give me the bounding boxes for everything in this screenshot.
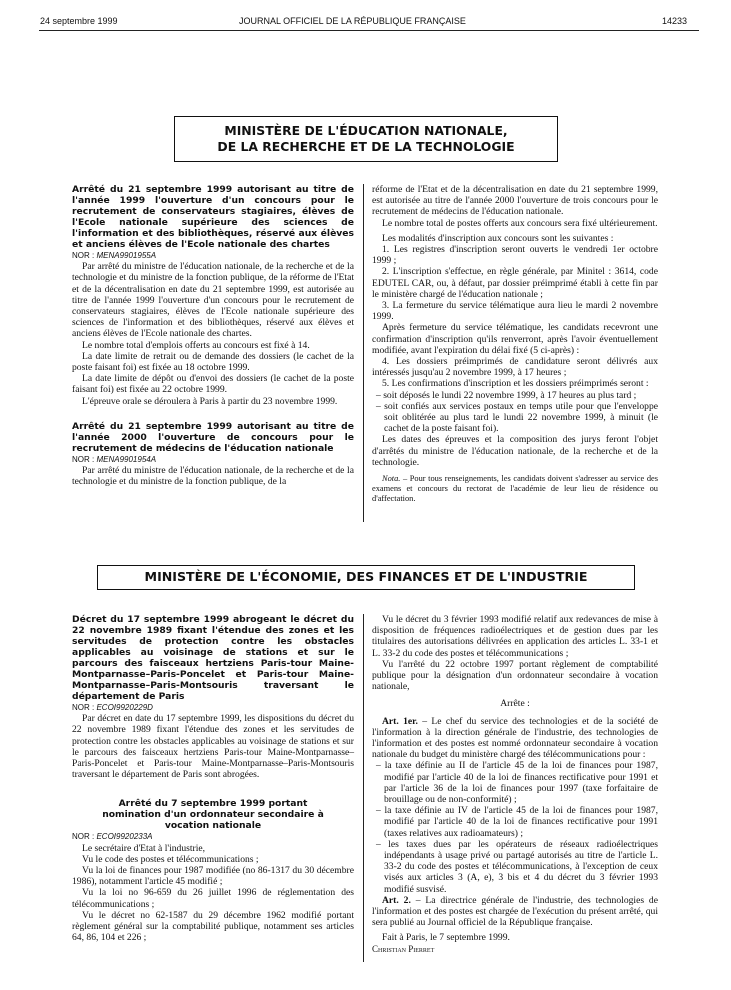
paragraph: L'épreuve orale se déroulera à Paris à partir du 23 novembre 1999. — [82, 395, 338, 407]
signature: Christian Pierret — [372, 943, 435, 954]
nota-text: – Pour tous renseignements, les candidats doivent s'adresser au service des examens et concours du rectorat de l'académie de leur lieu de résidence ou d'affectation. — [372, 474, 658, 504]
article-1-text: – Le chef du service des technologies et de la société de l'information à la direction générale de l'industrie, des technologies de l'information et des postes est nommé ordonnateur secondaire à vocation nationale du budget du ministère chargé des télécommunications pour : — [372, 715, 658, 761]
ministry-education-heading — [174, 116, 558, 162]
arrete-conservateurs-nor — [72, 250, 354, 261]
paragraph: Vu la loi no 96-659 du 26 juillet 1996 de réglementation des télécommunications ; — [72, 887, 354, 910]
article-2 — [372, 895, 658, 929]
paragraph: Les dates des épreuves et la composition des jurys feront l'objet d'arrêtés du ministre de l'éducation nationale, de la recherche et de la technologie. — [372, 434, 658, 468]
list-item: – la taxe définie au IV de l'article 45 de la loi de finances pour 1987, modifié par l'article 40 de la loi de finances rectificative pour 1991 (taxes relatives aux radioamateurs) ; — [376, 805, 658, 839]
paragraph: 2. L'inscription s'effectue, en règle générale, par Minitel : 3614, code EDUTEL CAR, ou, à défaut, par dossier préimprimé établi à cette fin par le ministère chargé de l'éducation nationale ; — [372, 266, 658, 300]
column-divider — [363, 184, 364, 522]
header-journal-title: JOURNAL OFFICIEL DE LA RÉPUBLIQUE FRANÇAISE — [239, 16, 466, 26]
paragraph: 3. La fermeture du service télématique aura lieu le mardi 2 novembre 1999. — [372, 300, 658, 323]
paragraph: Le nombre total de postes offerts aux concours sera fixé ultérieurement. — [382, 217, 658, 229]
list-item: – les taxes dues par les opérateurs de réseaux radioélectriques indépendants à usage privé ou partagé autorisés au titre de l'article L. 33-2 du code des postes et télécommunications, à l'exception de ceux visés aux articles 3 (A, e), 3 bis et 4 du décret du 3 février 1993 modifié susvisé. — [376, 838, 658, 895]
paragraph: 5. Les confirmations d'inscription et les dossiers préimprimés seront : — [382, 378, 649, 390]
section1-left-column — [72, 184, 354, 487]
nor-label: NOR : — [72, 832, 95, 842]
article-1-label: Art. 1er. — [382, 715, 418, 727]
section1-right-column — [372, 184, 658, 504]
arrete-conservateurs-title: Arrêté du 21 septembre 1999 autorisant au titre de l'année 1999 l'ouverture d'un concours pour le recrutement de conservateurs stagiaires, élèves de l'Ecole nationale supérieure des sciences de l'information et des bibliothèques, réservé aux élèves et anciens élèves de l'Ecole nationale des chartes — [72, 184, 354, 250]
paragraph: Les modalités d'inscription aux concours sont les suivantes : — [382, 232, 614, 244]
section2-left-column — [72, 614, 354, 943]
nor-label: NOR : — [72, 454, 95, 464]
nor-label: NOR : — [72, 251, 95, 260]
paragraph: Par arrêté du ministre de l'éducation nationale, de la recherche et de la technologie et du ministre de la fonction publique, de la — [72, 465, 354, 488]
arrete-medecins-nor — [72, 454, 354, 465]
ministry-economie-heading — [97, 565, 635, 590]
nor-code: MENA9901955A — [96, 251, 157, 260]
paragraph: réforme de l'Etat et de la décentralisation en date du 21 septembre 1999, est autorisée au titre de l'année 2000 l'ouverture de trois concours pour le recrutement de médecins de l'éducation nationale. — [372, 184, 658, 218]
paragraph: Après fermeture du service télématique, les candidats recevront une confirmation d'inscription qu'ils renverront, après l'avoir éventuellement modifiée, avant l'expiration du délai fixé (5 ci-après) : — [372, 322, 658, 356]
paragraph: Par décret en date du 17 septembre 1999, les dispositions du décret du 22 novembre 1989 fixant l'étendue des zones et les servitudes de protection contre les obstacles applicables au voisinage de stations et sur le parcours des faisceaux hertziens Paris-tour Maine-Montparnasse–Paris-Poncelet et Paris-tour Maine-Montparnasse–Paris-Montsouris traversant le département de Paris sont abrogées. — [72, 713, 354, 781]
article-2-label: Art. 2. — [382, 894, 411, 906]
paragraph: Le nombre total d'emplois offerts au concours est fixé à 14. — [82, 339, 310, 351]
paragraph: La date limite de dépôt ou d'envoi des dossiers (le cachet de la poste faisant foi) est fixée au 22 octobre 1999. — [72, 373, 354, 396]
arrete-ordonnateur-title: Arrêté du 7 septembre 1999 portant nomination d'un ordonnateur secondaire à vocation nationale — [102, 798, 324, 832]
arrete-word: Arrête : — [500, 698, 530, 710]
ministry-education-line2: DE LA RECHERCHE ET DE LA TECHNOLOGIE — [217, 139, 515, 154]
list-item: – soit confiés aux services postaux en temps utile pour que l'enveloppe soit oblitérée au plus tard le lundi 22 novembre 1999, à minuit (le cachet de la poste faisant foi). — [376, 400, 658, 435]
article-2-text: – La directrice générale de l'industrie, des technologies de l'information et des postes est chargée de l'exécution du présent arrêté, qui sera publié au Journal officiel de la République française. — [372, 894, 658, 929]
paragraph: Par arrêté du ministre de l'éducation nationale, de la recherche et de la technologie et du ministre de la fonction publique, de la réforme de l'Etat et de la décentralisation en date du 21 septembre 1999, est autorisée au titre de l'année 1999 l'ouverture d'un concours pour le recrutement de conservateurs stagiaires, élèves de l'Ecole nationale supérieure des sciences de l'information et des bibliothèques, réservé aux élèves et anciens élèves de l'Ecole nationale des chartes. — [72, 261, 354, 340]
column-divider — [363, 614, 364, 962]
paragraph: Vu la loi de finances pour 1987 modifiée (no 86-1317 du 30 décembre 1986), notamment l'article 45 modifié ; — [72, 865, 354, 888]
list-item: – la taxe définie au II de l'article 45 de la loi de finances pour 1987, modifié par l'article 40 de la loi de finances rectificative pour 1991 et par l'article 36 de la loi de finances pour 1997 (taxe forfaitaire de brouillage ou de non-conformité) ; — [376, 760, 658, 806]
paragraph: 1. Les registres d'inscription seront ouverts le vendredi 1er octobre 1999 ; — [372, 244, 658, 267]
nor-label: NOR : — [72, 703, 95, 712]
paragraph: Vu le décret du 3 février 1993 modifié relatif aux redevances de mise à disposition de fréquences radioélectriques et de gestion dues par les titulaires des autorisations délivrées en application des articles L. 33-1 et L. 33-2 du code des postes et télécommunications ; — [372, 614, 658, 659]
section2-right-column — [372, 614, 658, 955]
header-rule — [39, 30, 699, 31]
ministry-economie-title: MINISTÈRE DE L'ÉCONOMIE, DES FINANCES ET DE L'INDUSTRIE — [144, 569, 588, 584]
paragraph: 4. Les dossiers préimprimés de candidature seront délivrés aux intéressés jusqu'au 2 novembre 1999, à 17 heures ; — [372, 356, 658, 379]
article-1 — [372, 716, 658, 761]
header-page-number: 14233 — [662, 16, 688, 26]
header-date: 24 septembre 1999 — [40, 16, 118, 26]
arrete-medecins-title: Arrêté du 21 septembre 1999 autorisant au titre de l'année 2000 l'ouverture de concours pour le recrutement de médecins de l'éducation nationale — [72, 420, 354, 454]
arrete-ordonnateur-nor — [72, 831, 354, 842]
fait-line: Fait à Paris, le 7 septembre 1999. — [382, 932, 510, 944]
nor-code: ECOI9920233A — [96, 832, 153, 842]
nor-code: MENA9901954A — [96, 454, 157, 464]
paragraph: La date limite de retrait ou de demande des dossiers (le cachet de la poste faisant foi) est fixée au 18 octobre 1999. — [72, 350, 354, 374]
paragraph: Vu le décret no 62-1587 du 29 décembre 1962 modifié portant règlement général sur la comptabilité publique, notamment ses articles 64, 86, 104 et 226 ; — [72, 909, 354, 944]
decret-faisceaux-title: Décret du 17 septembre 1999 abrogeant le décret du 22 novembre 1989 fixant l'étendue des zones et les servitudes de protection contre les obstacles applicables au voisinage de stations et sur le parcours des faisceaux hertziens Paris-tour Maine-Montparnasse–Paris-Poncelet et Paris-tour Maine-Montparnasse–Paris-Montsouris traversant le département de Paris — [72, 614, 354, 702]
nota-paragraph — [372, 474, 658, 504]
nota-label: Nota. — [382, 474, 401, 484]
page-header — [0, 6, 731, 26]
paragraph: Vu l'arrêté du 22 octobre 1997 portant règlement de comptabilité publique pour la désignation d'un ordonnateur secondaire à vocation nationale, — [372, 658, 658, 693]
ministry-education-line1: MINISTÈRE DE L'ÉDUCATION NATIONALE, — [224, 123, 508, 138]
paragraph: Le secrétaire d'Etat à l'industrie, — [82, 842, 206, 854]
decret-faisceaux-nor — [72, 702, 354, 713]
paragraph: Vu le code des postes et télécommunications ; — [82, 853, 259, 865]
nor-code: ECOI9920229D — [96, 703, 153, 712]
list-item: – soit déposés le lundi 22 novembre 1999, à 17 heures au plus tard ; — [376, 389, 637, 401]
